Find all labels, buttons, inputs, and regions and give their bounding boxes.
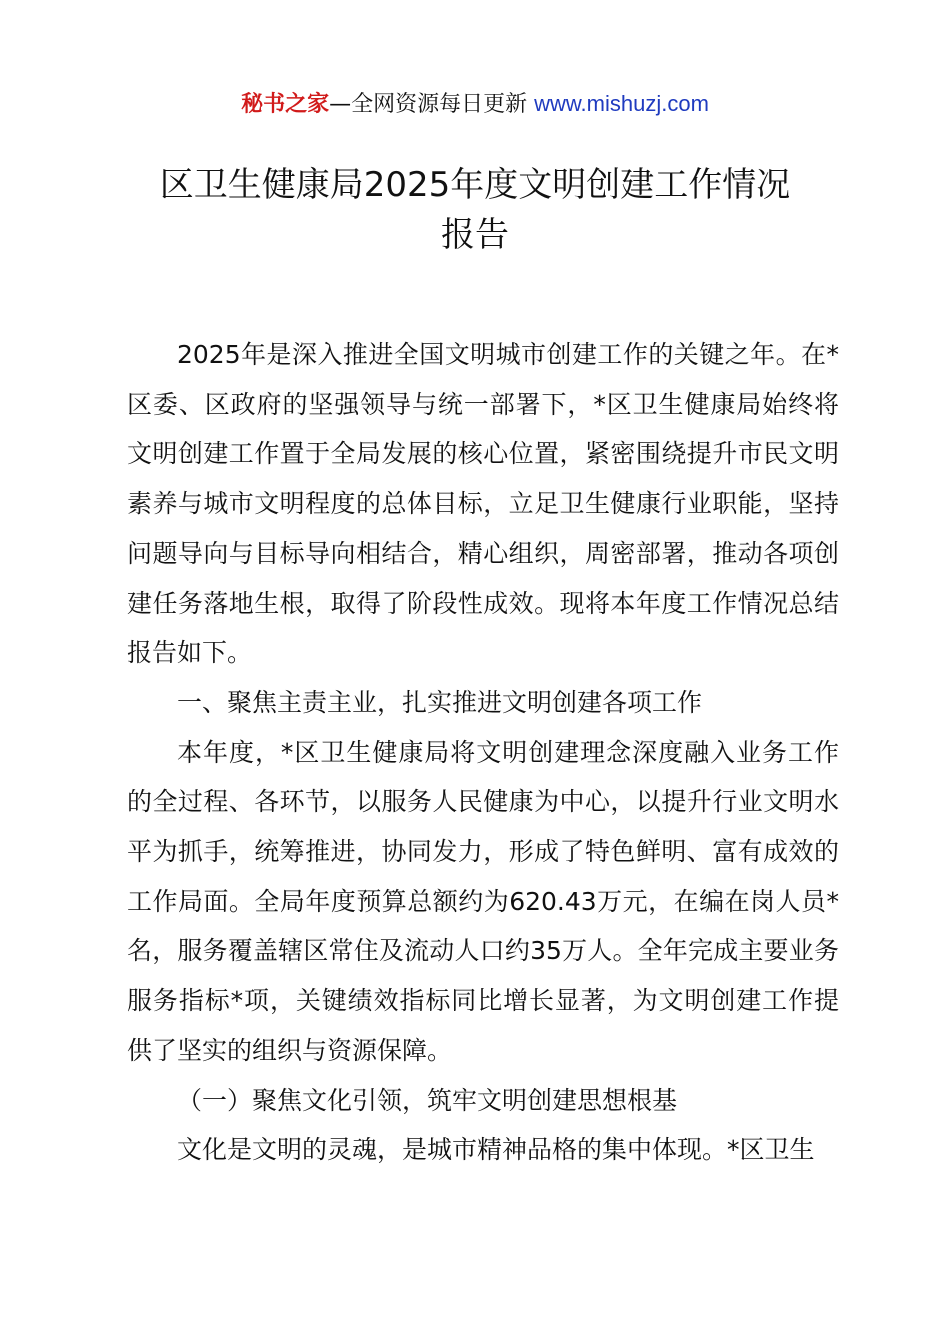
section-heading-1: 一、聚焦主责主业，扎实推进文明创建各项工作 [177,687,703,717]
document-title-line-2: 报告 [441,215,509,255]
site-header [0,88,950,121]
subsection-1-paragraph: 文化是文明的灵魂，是城市精神品格的集中体现。*区卫生 [177,1135,815,1165]
section-1-paragraph: 本年度，*区卫生健康局将文明创建理念深度融入业务工作的全过程、各环节，以服务人民健康为中心，以提升行业文明水平为抓手，统筹推进，协同发力，形成了特色鲜明、富有成效的工作局面。全局年度预算总额约为620.43万元，在编在岗人员*名，服务覆盖辖区常住及流动人口约35万人。全年完成主要业务服务指标*项，关键绩效指标同比增长显著，为文明创建工作提供了坚实的组织与资源保障。 [127,737,839,1065]
document-title-line-1: 区卫生健康局2025年度文明创建工作情况 [159,165,791,205]
site-slogan: —全网资源每日更新 [329,92,528,117]
document-title [110,160,840,260]
subsection-heading-1: （一）聚焦文化引领，筑牢文明创建思想根基 [177,1085,678,1115]
intro-paragraph: 2025年是深入推进全国文明城市创建工作的关键之年。在*区委、区政府的坚强领导与统一部署下，*区卫生健康局始终将文明创建工作置于全局发展的核心位置，紧密围绕提升市民文明素养与城市文明程度的总体目标，立足卫生健康行业职能，坚持问题导向与目标导向相结合，精心组织，周密部署，推动各项创建任务落地生根，取得了阶段性成效。现将本年度工作情况总结报告如下。 [127,340,839,668]
document-body [127,330,839,1175]
site-url-link[interactable]: www.mishuzj.com [534,91,709,116]
site-brand: 秘书之家 [241,92,330,117]
